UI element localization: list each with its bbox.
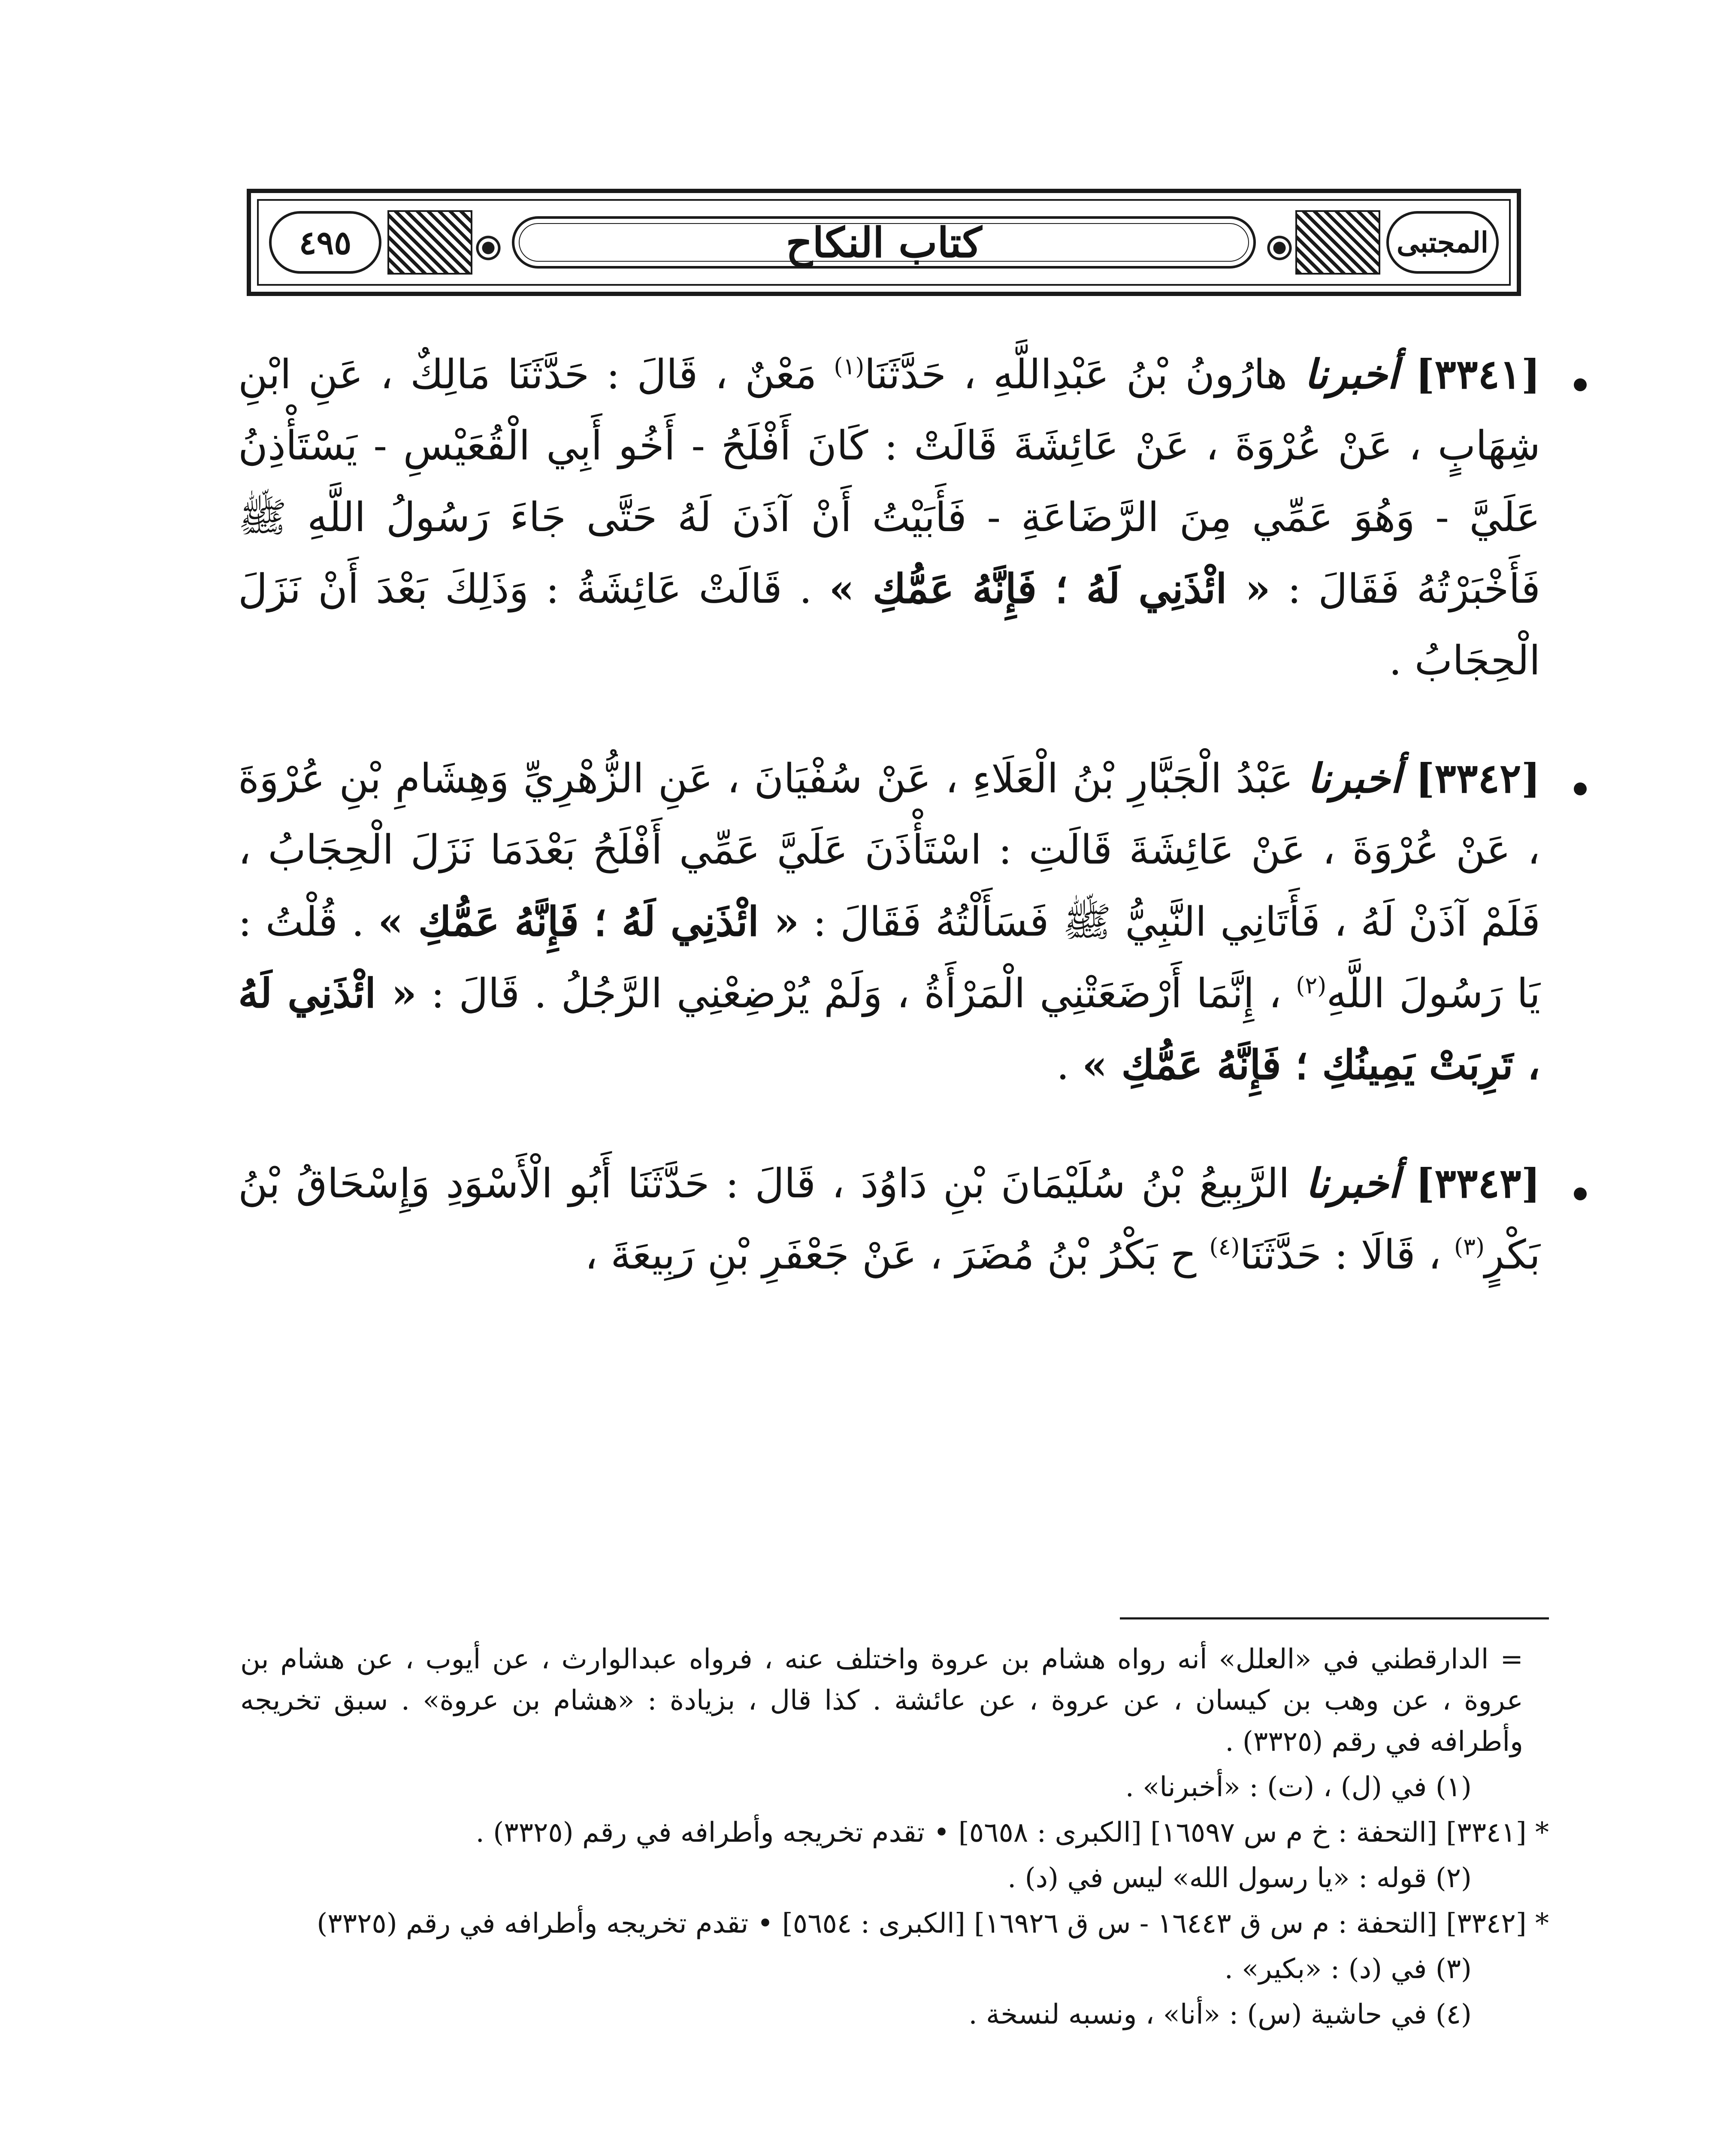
main-text: [238, 339, 1540, 1338]
hadith-entry: [238, 1148, 1540, 1291]
footnote-4: (٤) في حاشية (س) : «أنا» ، ونسبه لنسخة .: [968, 1999, 1472, 2030]
hadith-text: .: [1056, 1042, 1070, 1089]
akhbarana-label: أخبرنا: [1305, 1160, 1400, 1207]
footnote-ref: (١): [834, 353, 865, 380]
hadith-text: ، إِنَّمَا أَرْضَعَتْنِي الْمَرْأَةُ ، وَلَمْ يُرْضِعْنِي الرَّجُلُ . قَالَ :: [431, 970, 1282, 1017]
footnote-3: (٣) في (د) : «بكير» .: [1224, 1953, 1472, 1985]
hadith-number: [٣٣٤١]: [1415, 351, 1540, 398]
prophet-quote: « ائْذَنِي لَهُ ؛ فَإِنَّهُ عَمُّكِ »: [829, 565, 1270, 613]
takhrij-note-3342: * [٣٣٤٢] [التحفة : م س ق ١٦٤٤٣ - س ق ١٦٩٢٦] [الكبرى : ٥٦٥٤] • تقدم تخريجه وأطرافه في رقم (٣٣٢٥): [317, 1908, 1549, 1940]
akhbarana-label: أخبرنا: [1304, 351, 1399, 398]
hadith-text: . قُلْتُ : يَا رَسُولَ اللَّهِ: [238, 898, 1540, 1017]
footnote-ref: (٤): [1209, 1233, 1240, 1260]
header-ornament-left: [387, 210, 472, 275]
header-inner-frame: [257, 199, 1511, 286]
page-number: ٤٩٥: [299, 223, 352, 262]
book-logo: [1386, 211, 1499, 274]
hadith-text: الرَّبِيعُ بْنُ سُلَيْمَانَ بْنِ دَاوُدَ ، قَالَ : حَدَّثَنَا أَبُو الْأَسْوَدِ وَإِسْحَاقُ بْنُ بَكْرٍ: [238, 1160, 1540, 1279]
hadith-text: ح بَكْرُ بْنُ مُضَرَ ، عَنْ جَعْفَرِ بْنِ رَبِيعَةَ ،: [584, 1232, 1197, 1279]
book-title: كتاب النكاح: [786, 218, 982, 267]
hadith-text: . قَالَتْ عَائِشَةُ : وَذَلِكَ بَعْدَ أَنْ نَزَلَ الْحِجَابُ .: [238, 566, 1540, 684]
book-logo-text: المجتبى: [1396, 226, 1489, 259]
header-knot-left: [473, 214, 503, 282]
footnote-separator: [1120, 1617, 1549, 1619]
hadith-number: [٣٣٤٣]: [1415, 1160, 1540, 1207]
takhrij-note-3341: * [٣٣٤١] [التحفة : خ م س ١٦٥٩٧] [الكبرى : ٥٦٥٨] • تقدم تخريجه وأطرافه في رقم (٣٣٢٥) .: [475, 1817, 1549, 1849]
hadith-entry: [238, 743, 1540, 1102]
footnote-continuation: = الدارقطني في «العلل» أنه رواه هشام بن عروة واختلف عنه ، فرواه عبدالوارث ، عن أيوب ، عن هشام بن عروة ، عن وهب بن كيسان ، عن عروة ، عن عائشة . كذا قال ، بزيادة : «هشام بن عروة» . سبق تخريجه وأطرافه في رقم (٣٣٢٥) .: [240, 1643, 1523, 1758]
footnote-2: (٢) قوله : «يا رسول الله» ليس في (د) .: [1007, 1862, 1472, 1894]
prophet-quote: « ائْذَنِي لَهُ ، تَرِبَتْ يَمِينُكِ ؛ فَإِنَّهُ عَمُّكِ »: [238, 970, 1540, 1089]
header-title-cartouche: [512, 216, 1256, 269]
hadith-text: ، قَالَا : حَدَّثَنَا: [1240, 1232, 1441, 1279]
page-header: [247, 189, 1521, 296]
footnote-ref: (٣): [1454, 1233, 1485, 1260]
hadith-text: مَعْنٌ ، قَالَ : حَدَّثَنَا مَالِكٌ ، عَنِ ابْنِ شِهَابٍ ، عَنْ عُرْوَةَ ، عَنْ عَائِشَةَ قَالَتْ : كَانَ أَفْلَحُ - أَخُو أَبِي الْقُعَيْسِ - يَسْتَأْذِنُ عَلَيَّ - وَهُوَ عَمِّي مِنَ الرَّضَاعَةِ - فَأَبَيْتُ أَنْ آذَنَ لَهُ حَتَّى جَاءَ رَسُولُ اللَّهِ ﷺ فَأَخْبَرْتُهُ فَقَالَ :: [238, 351, 1541, 613]
hadith-number: [٣٣٤٢]: [1415, 755, 1540, 802]
header-ornament-right: [1295, 210, 1380, 275]
akhbarana-label: أخبرنا: [1307, 755, 1402, 802]
prophet-quote: « ائْذَنِي لَهُ ؛ فَإِنَّهُ عَمُّكِ »: [378, 898, 799, 946]
hadith-text: هارُونُ بْنُ عَبْدِاللَّهِ ، حَدَّثَنَا: [864, 351, 1288, 398]
footnote-ref: (٢): [1296, 972, 1327, 999]
hadith-text: عَبْدُ الْجَبَّارِ بْنُ الْعَلَاءِ ، عَنْ سُفْيَانَ ، عَنِ الزُّهْرِيِّ وَهِشَامِ بْنِ عُرْوَةَ ، عَنْ عُرْوَةَ ، عَنْ عَائِشَةَ قَالَتِ : اسْتَأْذَنَ عَلَيَّ عَمِّي أَفْلَحُ بَعْدَمَا نَزَلَ الْحِجَابُ ، فَلَمْ آذَنْ لَهُ ، فَأَتَانِي النَّبِيُّ ﷺ فَسَأَلْتُهُ فَقَالَ :: [238, 755, 1540, 946]
footnotes: [240, 1639, 1549, 2039]
page-number-box: [269, 211, 381, 274]
header-knot-right: [1264, 214, 1294, 282]
footnote-1: (١) في (ل) ، (ت) : «أخبرنا» .: [1125, 1771, 1472, 1803]
hadith-entry: [238, 339, 1540, 697]
